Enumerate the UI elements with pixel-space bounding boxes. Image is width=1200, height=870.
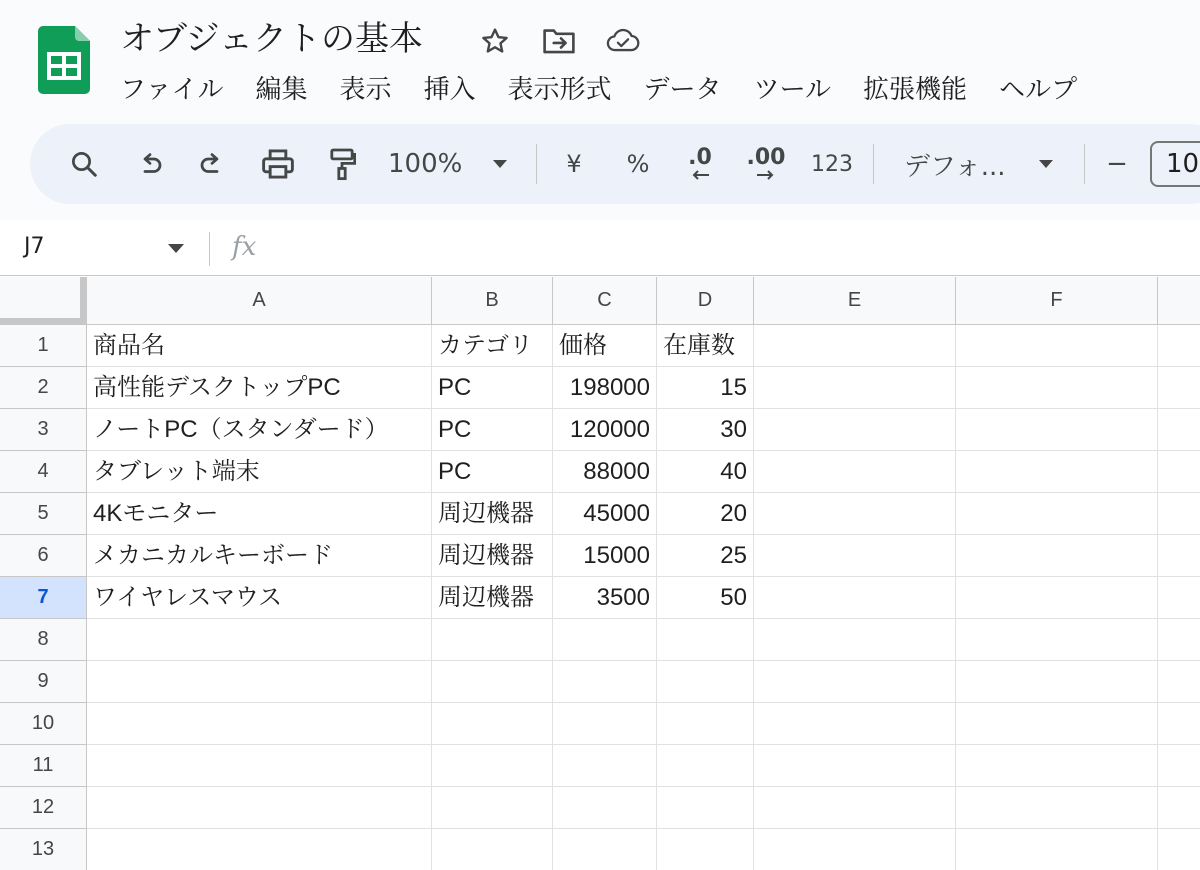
menu-view[interactable]: 表示 [339, 75, 392, 105]
name-box-dropdown-icon[interactable] [164, 238, 188, 258]
cell[interactable]: 50 [657, 577, 754, 619]
cell[interactable]: 20 [657, 493, 754, 535]
cell[interactable]: 25 [657, 535, 754, 577]
column-header-c[interactable]: C [553, 277, 657, 325]
more-formats-button[interactable]: 123 [811, 151, 853, 177]
decrease-font-size-button[interactable]: − [1106, 149, 1128, 179]
undo-icon[interactable] [130, 124, 170, 204]
cell[interactable] [1158, 367, 1200, 409]
sheets-logo-icon[interactable] [38, 26, 90, 94]
cell[interactable] [956, 661, 1158, 703]
fx-icon: fx [232, 232, 257, 262]
cell[interactable] [956, 577, 1158, 619]
cell[interactable] [657, 661, 754, 703]
font-family-value: デフォ... [904, 151, 1006, 182]
cell[interactable] [432, 619, 553, 661]
column-header-g[interactable] [1158, 277, 1200, 325]
print-icon[interactable] [256, 124, 300, 204]
cell[interactable] [87, 745, 432, 787]
row-header[interactable]: 1 [0, 325, 87, 367]
menu-format[interactable]: 表示形式 [507, 75, 612, 105]
toolbar-divider [1084, 144, 1085, 184]
formula-bar-divider [209, 232, 210, 266]
cell[interactable] [1158, 493, 1200, 535]
cell[interactable]: 高性能デスクトップPC [87, 367, 432, 409]
menu-bar [120, 70, 1077, 110]
row-header[interactable]: 9 [0, 661, 87, 703]
increase-decimal-button[interactable]: .00 [744, 124, 788, 204]
cell[interactable] [754, 661, 956, 703]
row-header[interactable]: 7 [0, 577, 87, 619]
cell[interactable] [956, 409, 1158, 451]
decrease-decimal-button[interactable]: .0 [680, 124, 720, 204]
name-box[interactable]: J7 [24, 234, 45, 259]
row-header[interactable]: 13 [0, 829, 87, 870]
cell[interactable] [87, 661, 432, 703]
cell[interactable]: ノートPC（スタンダード） [87, 409, 432, 451]
cell[interactable] [1158, 745, 1200, 787]
cell[interactable]: カテゴリ [432, 325, 553, 367]
cell[interactable] [657, 829, 754, 870]
row-header[interactable]: 12 [0, 787, 87, 829]
cloud-saved-icon[interactable] [606, 26, 640, 56]
cell[interactable] [1158, 577, 1200, 619]
cell[interactable]: 15 [657, 367, 754, 409]
cell[interactable]: 3500 [553, 577, 657, 619]
font-family-select[interactable] [904, 124, 1016, 204]
cell[interactable]: 45000 [553, 493, 657, 535]
cell[interactable] [956, 493, 1158, 535]
arrow-left-icon [689, 169, 711, 181]
column-header-f[interactable]: F [956, 277, 1158, 325]
cell[interactable] [87, 829, 432, 870]
cell[interactable] [754, 577, 956, 619]
cell[interactable] [754, 493, 956, 535]
cell[interactable]: 15000 [553, 535, 657, 577]
select-all-corner[interactable] [0, 277, 87, 325]
menu-extensions[interactable]: 拡張機能 [863, 75, 968, 105]
cell[interactable] [754, 451, 956, 493]
cell[interactable] [1158, 703, 1200, 745]
currency-format-button[interactable]: ¥ [566, 150, 582, 178]
toolbar-divider [873, 144, 874, 184]
row-header[interactable]: 2 [0, 367, 87, 409]
cell[interactable] [432, 829, 553, 870]
paint-format-icon[interactable] [322, 124, 362, 204]
cell[interactable] [956, 787, 1158, 829]
search-menus-icon[interactable] [64, 124, 104, 204]
cell[interactable] [1158, 619, 1200, 661]
row-header[interactable]: 4 [0, 451, 87, 493]
cell[interactable]: 周辺機器 [432, 493, 553, 535]
cell[interactable]: 商品名 [87, 325, 432, 367]
cell[interactable] [1158, 661, 1200, 703]
cell[interactable]: メカニカルキーボード [87, 535, 432, 577]
cell[interactable] [432, 745, 553, 787]
cell[interactable] [1158, 535, 1200, 577]
cell[interactable] [657, 703, 754, 745]
cell[interactable]: PC [432, 409, 553, 451]
cell[interactable]: 周辺機器 [432, 535, 553, 577]
menu-help[interactable]: ヘルプ [999, 75, 1078, 105]
cell[interactable]: PC [432, 451, 553, 493]
cell[interactable] [754, 409, 956, 451]
document-title[interactable]: オブジェクトの基本 [120, 19, 423, 59]
cell[interactable] [432, 703, 553, 745]
zoom-dropdown-icon[interactable] [488, 124, 512, 204]
cell[interactable] [432, 661, 553, 703]
cell[interactable] [553, 829, 657, 870]
cell[interactable] [754, 619, 956, 661]
menu-data[interactable]: データ [643, 75, 722, 105]
column-header-d[interactable]: D [657, 277, 754, 325]
cell[interactable] [553, 619, 657, 661]
cell[interactable] [87, 703, 432, 745]
cell[interactable] [657, 745, 754, 787]
cell[interactable] [956, 703, 1158, 745]
menu-insert[interactable]: 挿入 [423, 75, 476, 105]
cell[interactable]: PC [432, 367, 553, 409]
cell[interactable]: 120000 [553, 409, 657, 451]
row-header[interactable]: 8 [0, 619, 87, 661]
cell[interactable]: タブレット端末 [87, 451, 432, 493]
cell[interactable] [956, 325, 1158, 367]
column-header-b[interactable]: B [432, 277, 553, 325]
cell[interactable] [87, 619, 432, 661]
cell[interactable] [657, 787, 754, 829]
cell[interactable]: 価格 [553, 325, 657, 367]
star-icon[interactable] [478, 26, 512, 56]
move-to-folder-icon[interactable] [542, 26, 576, 56]
row-header[interactable]: 3 [0, 409, 87, 451]
cell[interactable] [754, 829, 956, 870]
cell[interactable] [956, 451, 1158, 493]
font-size-input[interactable]: 10 [1150, 141, 1200, 187]
cell[interactable] [657, 619, 754, 661]
row-header[interactable]: 11 [0, 745, 87, 787]
cell[interactable] [1158, 409, 1200, 451]
cell[interactable]: 在庫数 [657, 325, 754, 367]
cell[interactable] [754, 325, 956, 367]
zoom-select[interactable] [388, 124, 478, 204]
menu-edit[interactable]: 編集 [255, 75, 308, 105]
menu-tools[interactable]: ツール [753, 75, 832, 105]
cell[interactable]: 4Kモニター [87, 493, 432, 535]
cell[interactable] [432, 787, 553, 829]
cell[interactable] [956, 745, 1158, 787]
cell[interactable] [553, 661, 657, 703]
cell[interactable] [1158, 829, 1200, 870]
cell[interactable] [956, 619, 1158, 661]
cell[interactable] [553, 703, 657, 745]
cell[interactable]: 40 [657, 451, 754, 493]
cell[interactable] [1158, 787, 1200, 829]
cell[interactable] [754, 367, 956, 409]
cell[interactable] [754, 535, 956, 577]
formula-bar [0, 220, 1200, 276]
row-header[interactable]: 10 [0, 703, 87, 745]
cell[interactable]: 88000 [553, 451, 657, 493]
cell[interactable] [553, 787, 657, 829]
column-header-a[interactable]: A [87, 277, 432, 325]
cell[interactable]: ワイヤレスマウス [87, 577, 432, 619]
arrow-right-icon [755, 169, 777, 181]
spreadsheet-grid [0, 277, 1200, 870]
percent-format-button[interactable]: % [626, 150, 650, 178]
column-header-e[interactable]: E [754, 277, 956, 325]
menu-file[interactable]: ファイル [120, 75, 224, 105]
cell[interactable] [87, 787, 432, 829]
row-header[interactable]: 6 [0, 535, 87, 577]
cell[interactable] [553, 745, 657, 787]
cell[interactable]: 周辺機器 [432, 577, 553, 619]
cell[interactable] [956, 829, 1158, 870]
cell[interactable]: 30 [657, 409, 754, 451]
cell[interactable]: 198000 [553, 367, 657, 409]
cell[interactable] [754, 703, 956, 745]
font-dropdown-icon[interactable] [1034, 124, 1058, 204]
cell[interactable] [1158, 451, 1200, 493]
row-header[interactable]: 5 [0, 493, 87, 535]
cell[interactable] [956, 535, 1158, 577]
cell[interactable] [1158, 325, 1200, 367]
toolbar-divider [536, 144, 537, 184]
cell[interactable] [754, 745, 956, 787]
zoom-value: 100% [388, 149, 463, 179]
cell[interactable] [754, 787, 956, 829]
cell[interactable] [956, 367, 1158, 409]
toolbar [30, 124, 1200, 204]
redo-icon[interactable] [192, 124, 232, 204]
